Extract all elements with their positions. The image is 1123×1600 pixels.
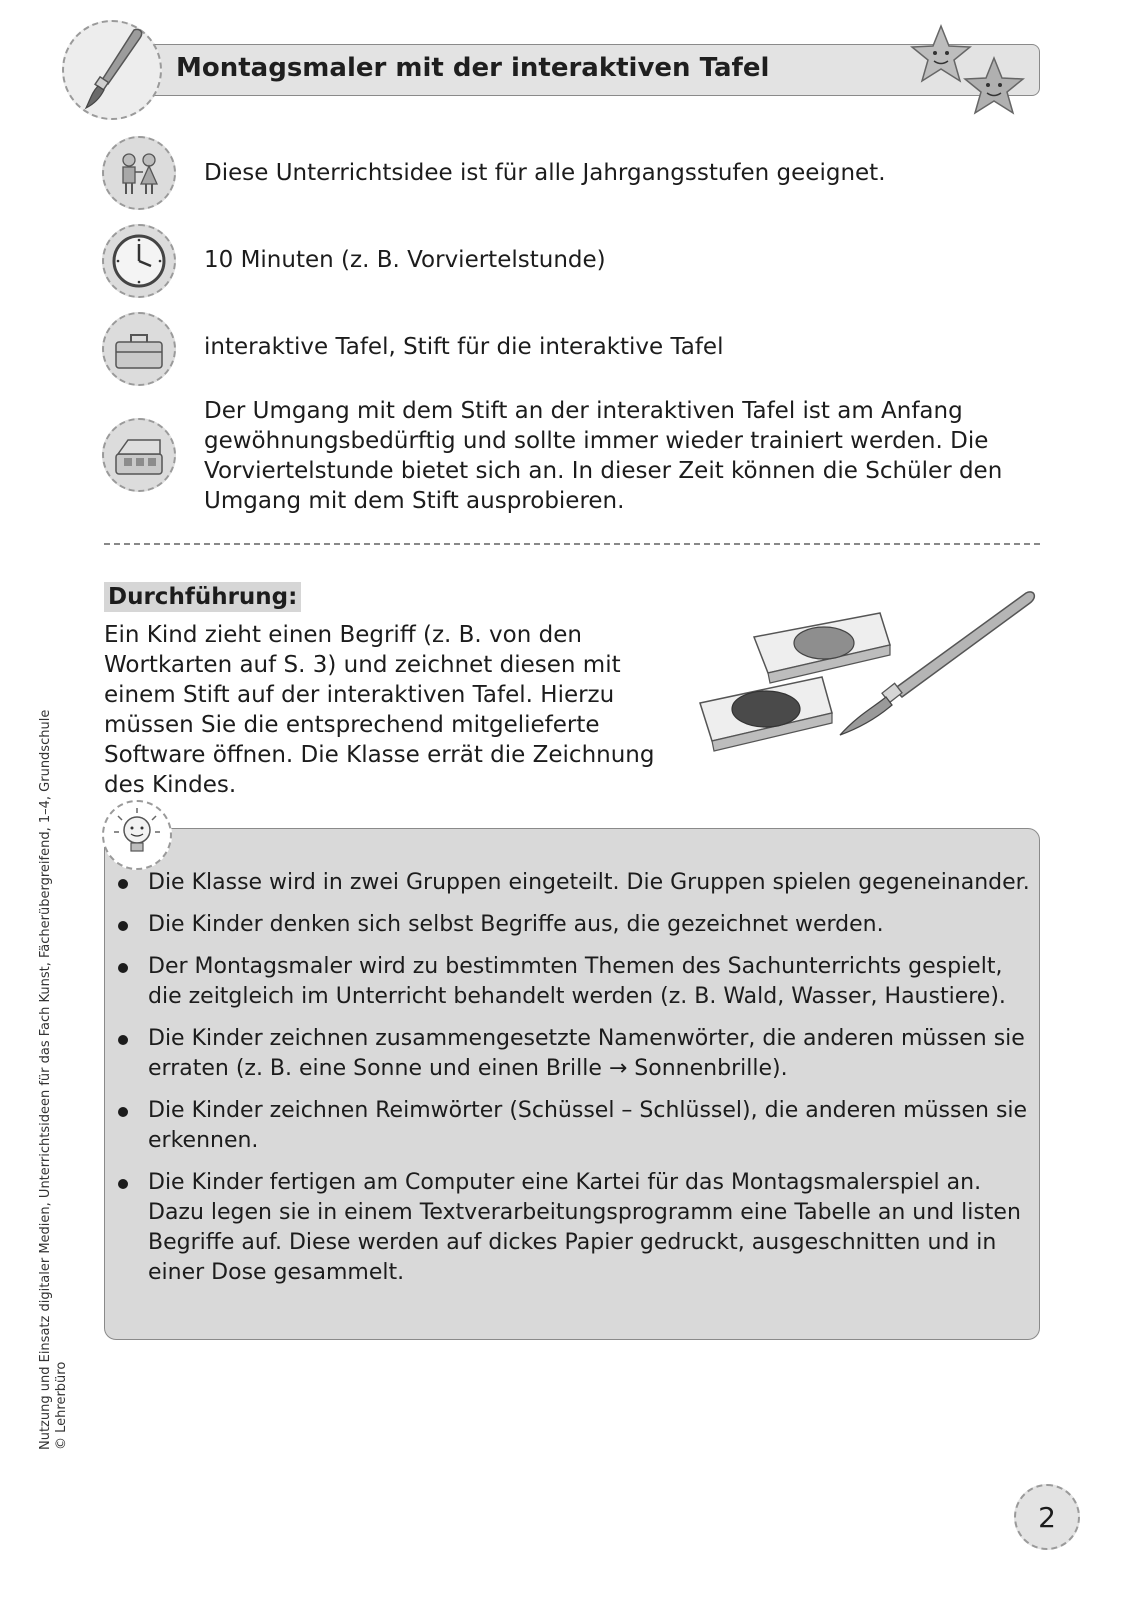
copyright-line: © Lehrerbüro (54, 1361, 69, 1450)
page-title: Montagsmaler mit der interaktiven Tafel (176, 53, 770, 83)
stars-decoration (906, 20, 1036, 130)
preparation-icon-badge (102, 418, 176, 492)
list-item: Die Kinder zeichnen zusammengesetzte Namenwörter, die anderen müssen sie erraten (z. B. eine Sonne und einen Brille → Sonnenbrille). (104, 1024, 1034, 1084)
procedure-heading: Durchführung: (104, 582, 301, 612)
copyright-sidebar (38, 650, 78, 1450)
open-toolbox-icon (104, 420, 174, 490)
tip-icon-badge (102, 800, 172, 870)
list-item: Die Kinder denken sich selbst Begriffe aus, die gezeichnet werden. (104, 910, 1034, 940)
clock-icon (104, 226, 174, 296)
paint-palette-and-brush-icon (690, 585, 1040, 770)
grade-icon-badge (102, 136, 176, 210)
procedure-text: Ein Kind zieht einen Begriff (z. B. von den Wortkarten auf S. 3) und zeichnet diesen mit einem Stift auf der interaktiven Tafel. Hierzu müssen Sie die entsprechend mitgelieferte Software öffnen. Die Klasse errät die Zeichnung des Kindes. (104, 622, 655, 798)
list-item: Die Kinder zeichnen Reimwörter (Schüssel – Schlüssel), die anderen müssen sie erkennen. (104, 1096, 1034, 1156)
source-line: Nutzung und Einsatz digitaler Medien, Unterrichtsideen für das Fach Kunst, Fächerübergreifend, 1–4, Grundschule (38, 709, 53, 1450)
lightbulb-icon (104, 802, 170, 868)
tips-list (104, 868, 1034, 1300)
brush-badge (62, 20, 162, 120)
stars-icon (906, 20, 1036, 130)
list-item: Der Montagsmaler wird zu bestimmten Themen des Sachunterrichts gespielt, die zeitgleich im Unterricht behandelt werden (z. B. Wald, Wasser, Haustiere). (104, 952, 1034, 1012)
toolbox-icon (104, 314, 174, 384)
children-icon (104, 138, 174, 208)
preparation-text: Der Umgang mit dem Stift an der interaktiven Tafel ist am Anfang gewöhnungsbedürftig und sollte immer wieder trainiert werden. Die Vorviertelstunde bietet sich an. In dieser Zeit können die Schüler den Umgang mit dem Stift ausprobieren. (204, 398, 1003, 514)
list-item: Die Kinder fertigen am Computer eine Kartei für das Montagsmalerspiel an. Dazu legen sie in einem Textverarbeitungsprogramm eine Tabelle an und listen Begriffe auf. Diese werden auf dickes Papier gedruckt, ausgeschnitten und in einer Dose gesammelt. (104, 1168, 1034, 1288)
materials-text: interaktive Tafel, Stift für die interaktive Tafel (204, 334, 724, 360)
page-number: 2 (1014, 1484, 1080, 1550)
grade-text: Diese Unterrichtsidee ist für alle Jahrgangsstufen geeignet. (204, 160, 886, 186)
section-divider (104, 543, 1040, 545)
paint-illustration (690, 585, 1040, 770)
list-item: Die Klasse wird in zwei Gruppen eingeteilt. Die Gruppen spielen gegeneinander. (104, 868, 1034, 898)
duration-icon-badge (102, 224, 176, 298)
materials-icon-badge (102, 312, 176, 386)
paintbrush-icon (64, 22, 160, 118)
duration-text: 10 Minuten (z. B. Vorviertelstunde) (204, 247, 606, 273)
